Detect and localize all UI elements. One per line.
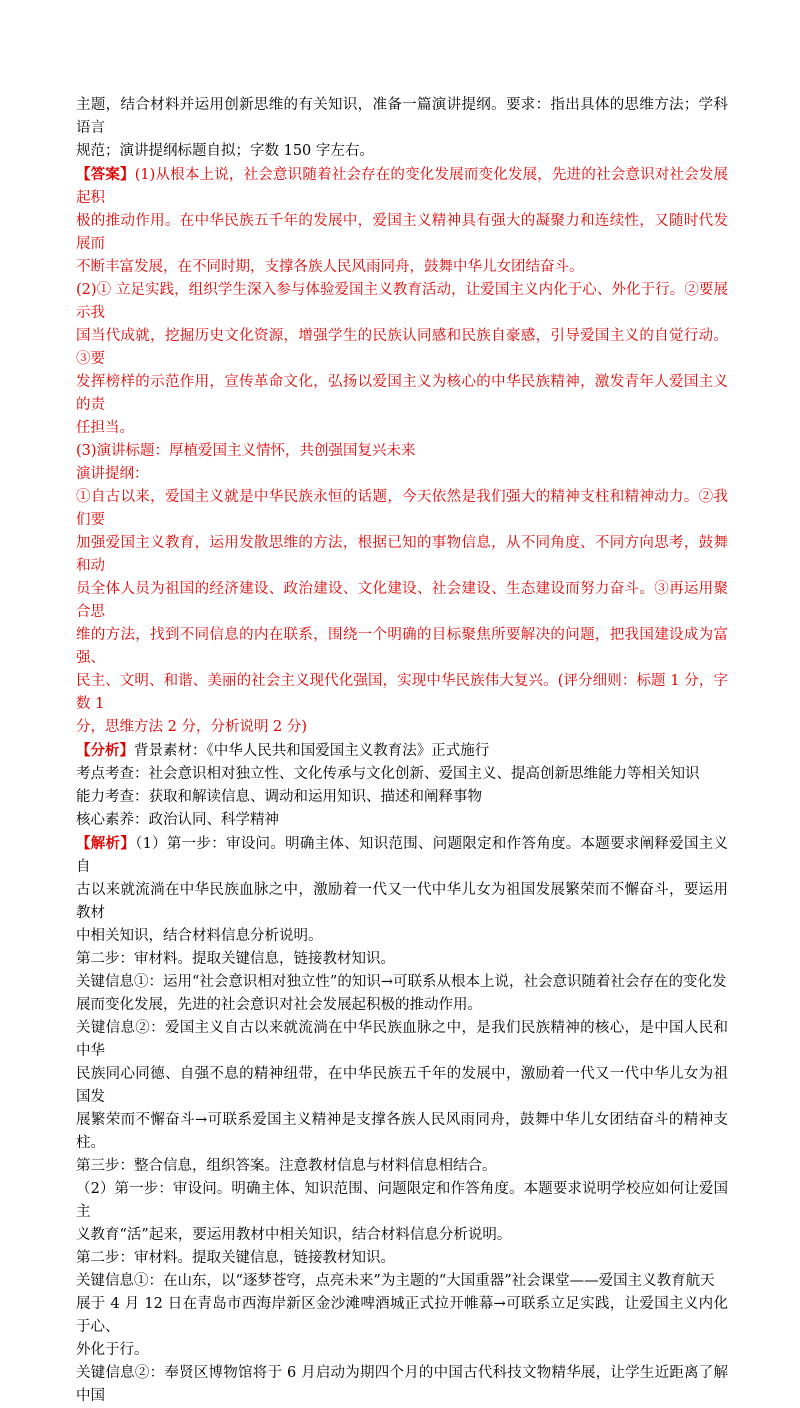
answer-text: (1)从根本上说，社会意识随着社会存在的变化发展而变化发展，先进的社会意识对社会发展起积 (76, 167, 728, 206)
explanation-line: 关键信息②：奉贤区博物馆将于 6 月启动为期四个月的中国古代科技文物精华展，让学生近距离了解中国 (76, 1365, 728, 1404)
explanation-line: 古以来就流淌在中华民族血脉之中，激励着一代又一代中华儿女为祖国发展繁荣而不懈奋斗，要运用教材 (76, 882, 728, 921)
explanation-tag: 【解析】 (76, 835, 136, 852)
answer-line: 民主、文明、和谐、美丽的社会主义现代化强国，实现中华民族伟大复兴。(评分细则：标题 1 分，字数 1 (76, 673, 728, 712)
answer-line: 任担当。 (76, 420, 134, 436)
answer-line: 不断丰富发展，在不同时期，支撑各族人民风雨同舟，鼓舞中华儿女团结奋斗。 (76, 259, 584, 275)
explanation-line: （2）第一步：审设问。明确主体、知识范围、问题限定和作答角度。本题要求说明学校应如何让爱国主 (76, 1181, 728, 1220)
explanation-text: （1）第一步：审设问。明确主体、知识范围、问题限定和作答角度。本题要求阐释爱国主义自 (76, 836, 728, 875)
explanation-line: 中相关知识，结合材料信息分析说明。 (76, 928, 323, 944)
analysis-line: 考点考查：社会意识相对独立性、文化传承与文化创新、爱国主义、提高创新思维能力等相关知识 (76, 766, 700, 782)
analysis-line: 能力考查：获取和解读信息、调动和运用知识、描述和阐释事物 (76, 789, 482, 805)
explanation-section (76, 832, 728, 1408)
explanation-line: 展于 4 月 12 日在青岛市西海岸新区金沙滩啤酒城正式拉开帷幕→可联系立足实践，让爱国主义内化于心、 (76, 1296, 728, 1335)
document-body (76, 94, 728, 1408)
explanation-line: 外化于行。 (76, 1342, 149, 1358)
analysis-tag: 【分析】 (76, 742, 134, 759)
explanation-line: 展而变化发展，先进的社会意识对社会发展起积极的推动作用。 (76, 997, 482, 1013)
intro-line: 规范；演讲提纲标题自拟；字数 150 字左右。 (76, 143, 374, 159)
explanation-line: 第三步：整合信息，组织答案。注意教材信息与材料信息相结合。 (76, 1158, 497, 1174)
explanation-line: 第二步：审材料。提取关键信息，链接教材知识。 (76, 951, 395, 967)
answer-line: 加强爱国主义教育，运用发散思维的方法，根据已知的事物信息，从不同角度、不同方向思考，鼓舞和动 (76, 535, 728, 574)
explanation-line (76, 832, 728, 879)
speech-outline-heading: 演讲提纲： (76, 466, 149, 482)
analysis-line (76, 739, 728, 763)
answer-line: 员全体人员为祖国的经济建设、政治建设、文化建设、社会建设、生态建设而努力奋斗。③再运用聚合思 (76, 581, 728, 620)
answer-line (76, 163, 728, 210)
intro-line: 主题，结合材料并运用创新思维的有关知识，准备一篇演讲提纲。要求：指出具体的思维方法；学科语言 (76, 97, 728, 136)
answer-line: 极的推动作用。在中华民族五千年的发展中，爱国主义精神具有强大的凝聚力和连续性，又随时代发展而 (76, 213, 728, 252)
speech-title: (3)演讲标题：厚植爱国主义情怀，共创强国复兴未来 (76, 443, 416, 459)
explanation-line: 第二步：审材料。提取关键信息，链接教材知识。 (76, 1250, 395, 1266)
explanation-line: 关键信息①：在山东，以“逐梦苍穹，点亮未来”为主题的“大国重器”社会课堂——爱国主义教育航天 (76, 1273, 715, 1289)
explanation-line: 关键信息②：爱国主义自古以来就流淌在中华民族血脉之中，是我们民族精神的核心，是中国人民和中华 (76, 1020, 728, 1059)
answer-line: ①自古以来，爱国主义就是中华民族永恒的话题，今天依然是我们强大的精神支柱和精神动力。②我们要 (76, 489, 728, 528)
answer-line: (2)① 立足实践，组织学生深入参与体验爱国主义教育活动，让爱国主义内化于心、外化于行。②要展示我 (76, 282, 728, 321)
explanation-line: 展繁荣而不懈奋斗→可联系爱国主义精神是支撑各族人民风雨同舟，鼓舞中华儿女团结奋斗的精神支柱。 (76, 1112, 728, 1151)
answer-line: 国当代成就，挖掘历史文化资源，增强学生的民族认同感和民族自豪感，引导爱国主义的自觉行动。③要 (76, 328, 728, 367)
answer-tag: 【答案】 (76, 166, 135, 183)
explanation-line: 关键信息①：运用“社会意识相对独立性”的知识→可联系从根本上说，社会意识随着社会存在的变化发 (76, 974, 727, 990)
explanation-line: 义教育“活”起来，要运用教材中相关知识，结合材料信息分析说明。 (76, 1227, 512, 1243)
answer-section (76, 163, 728, 739)
intro-section (76, 94, 728, 163)
answer-line: 发挥榜样的示范作用，宣传革命文化，弘扬以爱国主义为核心的中华民族精神，激发青年人爱国主义的责 (76, 374, 728, 413)
analysis-line: 核心素养：政治认同、科学精神 (76, 812, 279, 828)
analysis-section (76, 739, 728, 832)
analysis-text: 背景素材：《中华人民共和国爱国主义教育法》正式施行 (134, 743, 490, 759)
answer-line: 维的方法，找到不同信息的内在联系，围绕一个明确的目标聚焦所要解决的问题，把我国建设成为富强、 (76, 627, 728, 666)
answer-line: 分，思维方法 2 分，分析说明 2 分) (76, 719, 308, 735)
explanation-line: 民族同心同德、自强不息的精神纽带，在中华民族五千年的发展中，激励着一代又一代中华儿女为祖国发 (76, 1066, 728, 1105)
